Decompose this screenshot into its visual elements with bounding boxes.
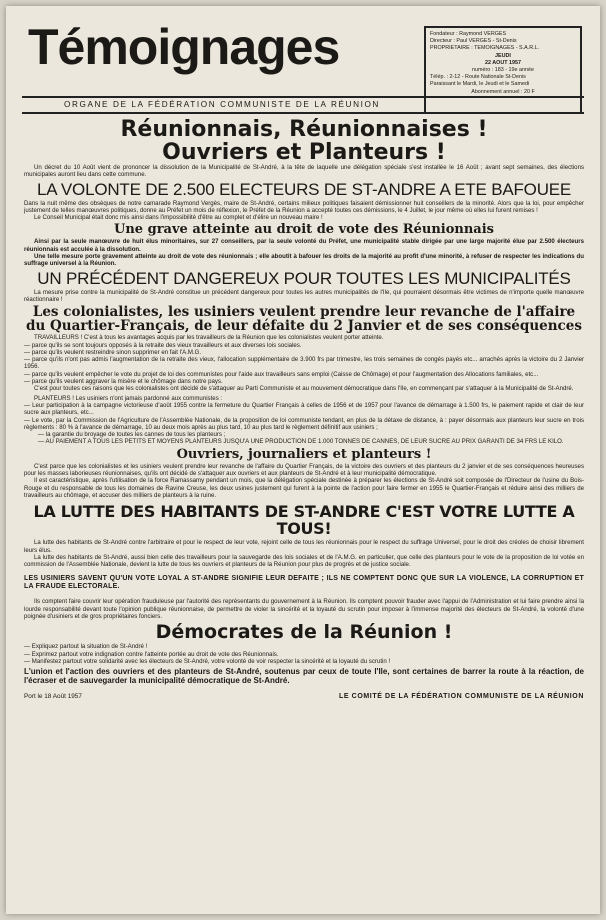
paragraph: Il est caractéristique, après l'utilisation de la force Ramassamy pendant un mois, que la délégation spéciale destinée à préparer les élections de St-André soit composée de l'Directeur de l'usine du Bois-Rouge et du responsable de tous les domaines de Ravine Creuse, les deux usines justement qui furent à la pointe de l'action pour faire fermer en 1955 le Quartier-Français et réduire ainsi des milliers de travailleurs au chômage, et accuser des milliers de planteurs à la ruine. [24, 477, 584, 499]
list-item: — Leur participation à la campagne victorieuse d'août 1955 contre la fermeture du Quartier Français à celles de 1956 et de 1957 pour l'avance de démarrage à 1.500 frs, le paiement rapide et clair de leur sucre aux planteurs, etc... [24, 401, 584, 417]
newspaper-page [6, 6, 600, 914]
list-item: — la garantie du broyage de toutes les cannes de tous les planteurs ; [38, 431, 226, 439]
heading-precedent: UN PRÉCÉDENT DANGEREUX POUR TOUTES LES MUNICIPALITÉS [37, 268, 571, 288]
footer [24, 693, 584, 700]
list-item: — Exprimez partout votre indignation contre l'atteinte portée au droit de vote des Réunionnais. [24, 650, 279, 658]
paragraph: Dans la nuit même des obsèques de notre camarade Raymond Vergès, maire de St-André, certains milieux politiques faisaient démissionner huit conseillers de la minorité. Alors que la loi, pour empêcher justement de telles manœuvres politiques, donne au Préfet un mois de réflexion, le Préfet de la Réunion a accepté toutes ces démissions, le 4 Juillet, le jour même où elles lui furent remises ! [24, 199, 584, 214]
info-line: Fondateur : Raymond VERGES [430, 31, 507, 37]
heading-ouvriers: Ouvriers, journaliers et planteurs ! [176, 446, 432, 462]
heading-democrates: Démocrates de la Réunion ! [155, 621, 453, 644]
travailleurs-lead: TRAVAILLEURS ! C'est à tous les avantages acquis par les travailleurs de la Réunion que les colonialistes veulent porter atteinte. [34, 334, 384, 342]
list-item: — Expliquez partout la situation de St-André ! [24, 643, 148, 651]
list-item: — parce qu'ils n'ont pas admis l'augmentation de la retraite des vieux, l'allocation supplémentaire de 3.900 frs par trimestre, les trois semaines de congés payés etc... arrachés après la victoire du 2 Janvier 1956. [24, 356, 584, 371]
list-item: — AU PAIEMENT A TOUS LES PETITS ET MOYENS PLANTEURS JUSQU'A UNE PRODUCTION DE 1.000 TONNES DE CANNES, DE LEUR SUCRE AU PRIX GARANTI DE 34 FRS LE KILO. [38, 438, 564, 446]
list-item: — parce qu'ils veulent empêcher le vote du projet de loi des communistes pour l'aide aux travailleurs sans emploi (Caisse de Chômage) et pour l'augmentation des Allocations familiales, etc... [24, 370, 539, 378]
heading-volonte: LA VOLONTE DE 2.500 ELECTEURS DE ST-ANDRE A ETE BAFOUEE [36, 179, 572, 199]
list-item: — Manifestez partout votre solidarité avec les électeurs de St-André, votre volonté de voir respecter la sincérité et la loyauté du scrutin ! [24, 657, 391, 665]
info-line: Abonnement annuel : 20 F [471, 88, 535, 95]
paragraph: Ainsi par la seule manœuvre de huit élus minoritaires, sur 27 conseillers, par la seule volonté du Préfet, une municipalité stable dirigée par une large majorité élue par 2.500 électeurs réunionnais est acculée à la dissolution. [24, 238, 584, 253]
info-line: 22 AOUT 1957 [484, 59, 522, 66]
intro-paragraph: Un décret du 10 Août vient de prononcer la dissolution de la Municipalité de St-André, à la tête de laquelle une délégation spéciale s'est installée le 16 Août ; avant sept semaines, des élections municipales auront lieu dans cette commune. [24, 164, 584, 179]
final-paragraph: L'union et l'action des ouvriers et des planteurs de St-André, soutenus par ceux de toute l'Ile, sont certaines de barrer la route à la réaction, de l'écraser et de sauvegarder la municipalité démocratique de St-André. [24, 667, 584, 686]
divider [22, 112, 584, 114]
planteurs-lead: PLANTEURS ! Les usiniers n'ont jamais pardonné aux communistes : [34, 394, 223, 402]
paragraph: La mesure prise contre la municipalité de St-André constitue un précédent dangereux pour toutes les autres municipalités de l'Ile, qui pourraient désormais être victimes de n'importe quelle manœuvre réactionnaire ! [24, 288, 584, 303]
headline-2: Ouvriers et Planteurs ! [162, 140, 446, 165]
paragraph: Une telle mesure porte gravement atteinte au droit de vote des réunionnais ; elle aboutit à bafouer les droits de la majorité au profit d'une minorité, à refuser de respecter les indications du suffrage universel à la Réunion. [24, 253, 584, 268]
article [24, 118, 584, 700]
info-line: Directeur : Paul VERGES - St-Denis [430, 38, 517, 45]
info-line: Télép. : 2-12 - Route Nationale St-Denis [430, 74, 526, 81]
paragraph: La lutte des habitants de St-André, aussi bien celle des travailleurs pour la sauvegarde des lois sociales et de l'A.M.G. en particulier, que celle des planteurs pour le vote de la proposition de loi votée en commission de l'Assemblée Nationale, devient la lutte de tous les ouvriers et planteurs de la Réunion pour plus de progrès et de justice sociale. [24, 553, 584, 569]
info-line: numéro : 183 - 19e année [471, 67, 535, 74]
info-line: JEUDI [495, 52, 511, 59]
footer-signature: LE COMITÉ DE LA FÉDÉRATION COMMUNISTE DE LA RÉUNION [338, 693, 584, 701]
publication-info-box [424, 26, 582, 114]
paragraph: Ils comptent faire couvrir leur opération frauduleuse par l'autorité des représentants du gouvernement à la Réunion. Ils comptent pouvoir frauder avec l'appui de l'Administration et lui faire prendre ainsi la lourde responsabilité devant toute l'opinion publique réunionnaise, de permettre de violer la sincérité et la loyauté du scrutin pour imposer à l'immense majorité des électeurs de St-André, la volonté d'une poignée d'usiniers et de gros propriétaires fonciers. [24, 598, 584, 620]
list-item: — Le vote, par la Commission de l'Agriculture de l'Assemblée Nationale, de la proposition de loi communiste tendant, en plus de la détaxe de distance, à : payer désormais aux planteurs leur sucre en trois règlements : 80 % à l'avance de démarrage, 10 au deux mois après au plus tard, 10 au plus tard le règlement définitif aux usiniers ; [24, 416, 584, 431]
heading-lutte: LA LUTTE DES HABITANTS DE ST-ANDRE C'EST VOTRE LUTTE A TOUS! [33, 502, 575, 539]
list-item: — parce qu'ils se sont toujours opposés à la retraite des vieux travailleurs et aux diverses lois sociales. [24, 341, 302, 349]
newspaper-title: Témoignages [28, 19, 340, 75]
newspaper-subtitle: ORGANE DE LA FÉDÉRATION COMMUNISTE DE LA RÉUNION [64, 100, 380, 109]
footer-date: Port le 18 Août 1957 [24, 693, 82, 701]
caps-paragraph: LES USINIERS SAVENT QU'UN VOTE LOYAL A ST-ANDRE SIGNIFIE LEUR DEFAITE ; ILS NE COMPTENT DONC QUE SUR LA VIOLENCE, LA CORRUPTION ET LA FRAUDE ELECTORALE. [24, 575, 584, 591]
masthead [6, 6, 600, 96]
paragraph: C'est parce que les colonialistes et les usiniers veulent prendre leur revanche de l'affaire du Quartier Français, de la victoire des ouvriers et des planteurs du 2 janvier et de ses conséquences heureuses pour les masses laborieuses réunionnaises, qu'ils ont décidé de s'attaquer aux ouvriers et aux planteurs de St-André et à leur municipalité démocratique. [24, 462, 584, 478]
heading-colonialistes: Les colonialistes, les usiniers veulent prendre leur revanche de l'affaire du Quartier-Français, de leur défaite du 2 Janvier et de ses conséquences [26, 304, 582, 335]
info-line: PROPRIETAIRE : TEMOIGNAGES - S.A.R.L. [430, 45, 540, 52]
divider [22, 96, 584, 98]
paragraph: La lutte des habitants de St-André contre l'arbitraire et pour le respect de leur vote, rejoint celle de tous les réunionnais pour le respect du suffrage Universel, pour le droit des créoles de choisir librement leurs élus. [24, 539, 584, 554]
list-item: — parce qu'ils veulent aggraver la misère et le chômage dans notre pays. [24, 378, 223, 386]
info-line: Paraissant le Mardi, le Jeudi et le Samedi [430, 81, 530, 88]
paragraph: Le Conseil Municipal était donc mis ainsi dans l'impossibilité d'être au complet et d'élire un nouveau maire ! [34, 214, 323, 222]
list-item: — parce qu'ils veulent restreindre sinon supprimer en fait l'A.M.G. [24, 348, 202, 356]
list-item: C'est pour toutes ces raisons que les colonialistes ont décidé de s'attaquer au Parti Communiste et au mouvement démocratique dans l'Ile, en commençant par s'attaquer à la Municipalité de St-André. [34, 385, 574, 393]
headline-1: Réunionnais, Réunionnaises ! [120, 117, 488, 142]
heading-atteinte: Une grave atteinte au droit de vote des Réunionnais [114, 222, 494, 238]
